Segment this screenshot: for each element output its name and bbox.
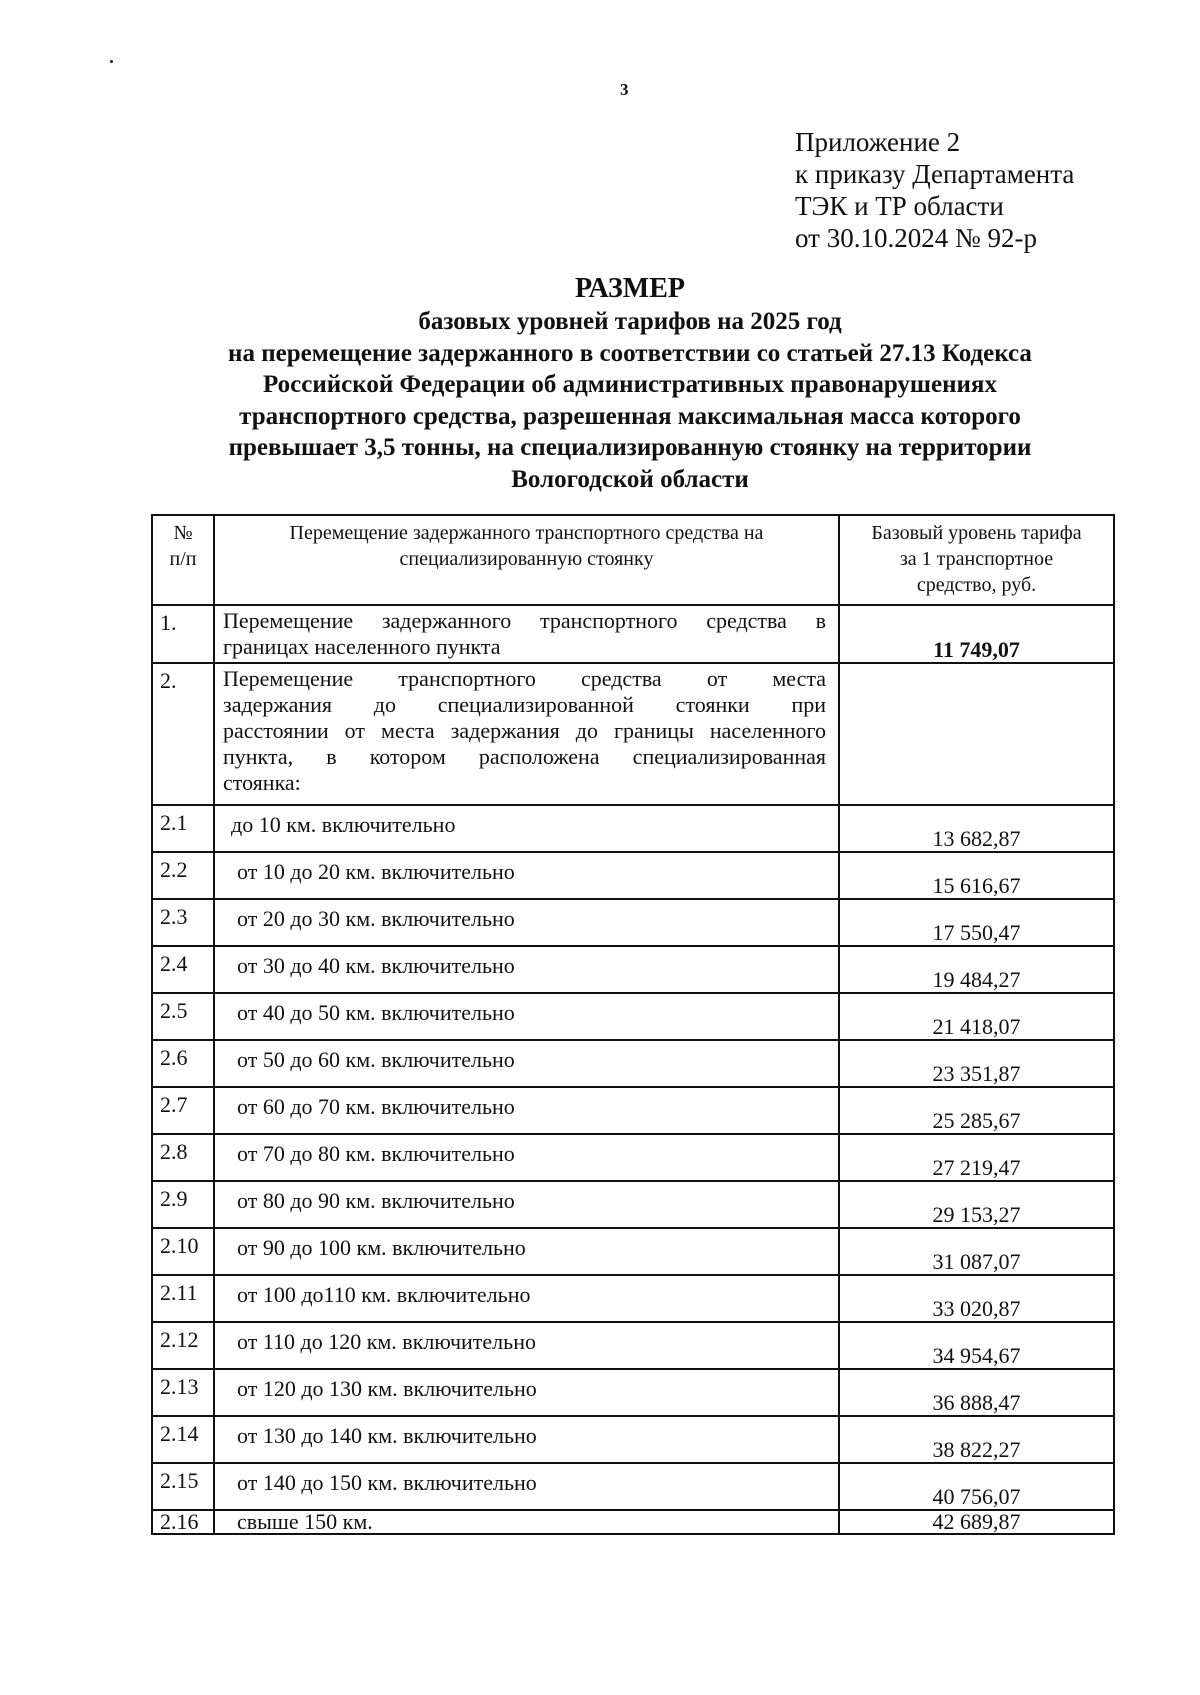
row-value: 38 822,27 <box>932 1437 1021 1462</box>
row-value: 17 550,47 <box>932 920 1021 945</box>
row-description: от 100 до110 км. включительно <box>214 1275 839 1322</box>
table-row <box>152 805 1114 852</box>
table-row <box>152 1322 1114 1369</box>
row-description: свыше 150 км. <box>214 1510 839 1534</box>
row-number: 2.16 <box>152 1510 214 1534</box>
row-number: 2.1 <box>152 805 214 852</box>
table-row <box>152 1275 1114 1322</box>
row-value: 40 756,07 <box>932 1484 1021 1509</box>
document-subtitle <box>150 306 1110 495</box>
row-number: 2.6 <box>152 1040 214 1087</box>
row-number: 2.9 <box>152 1181 214 1228</box>
desc-line: границах населенного пункта <box>223 634 501 659</box>
subtitle-line: превышает 3,5 тонны, на специализированную стоянку на территории <box>228 434 1032 461</box>
row-value-cell <box>839 1463 1114 1510</box>
table-row <box>152 663 1114 805</box>
row-value-cell <box>839 1134 1114 1181</box>
appendix-line: к приказу Департамента <box>795 159 1075 189</box>
row-number: 2.11 <box>152 1275 214 1322</box>
row-value: 25 285,67 <box>932 1108 1021 1133</box>
header-desc-line: Перемещение задержанного транспортного средства на <box>289 522 764 544</box>
row-number: 2.5 <box>152 993 214 1040</box>
table-row <box>152 1228 1114 1275</box>
header-desc-line: специализированную стоянку <box>399 548 654 570</box>
tariff-table <box>151 514 1115 1535</box>
appendix-line: от 30.10.2024 № 92-р <box>795 223 1037 253</box>
row-value-cell <box>839 1040 1114 1087</box>
row-value: 33 020,87 <box>932 1296 1021 1321</box>
header-val-line: за 1 транспортное <box>899 548 1054 570</box>
appendix-line: ТЭК и ТР области <box>795 191 1004 221</box>
subtitle-line: на перемещение задержанного в соответствии со статьей 27.13 Кодекса <box>228 339 1032 367</box>
row-value-cell <box>839 1087 1114 1134</box>
row-value: 36 888,47 <box>932 1390 1021 1415</box>
row-value-cell <box>839 1181 1114 1228</box>
subtitle-line: Российской Федерации об административных правонарушениях <box>263 371 997 398</box>
row-value: 42 689,87 <box>932 1509 1021 1534</box>
header-val-line: Базовый уровень тарифа <box>871 522 1082 544</box>
desc-line: Перемещение транспортного средства от места <box>223 666 826 691</box>
row-value: 19 484,27 <box>932 967 1021 992</box>
row-description: от 120 до 130 км. включительно <box>214 1369 839 1416</box>
row-value: 13 682,87 <box>932 826 1021 851</box>
row-description: до 10 км. включительно <box>214 805 839 852</box>
header-num-cell <box>152 515 214 605</box>
table-row <box>152 1134 1114 1181</box>
document-title: РАЗМЕР <box>574 273 686 304</box>
table-row <box>152 852 1114 899</box>
desc-line: расстоянии от места задержания до границы населенного <box>223 718 826 743</box>
table-row <box>152 1369 1114 1416</box>
subtitle-line: базовых уровней тарифов на 2025 год <box>418 308 842 335</box>
row-value: 29 153,27 <box>932 1202 1021 1227</box>
row-number: 2. <box>152 663 214 805</box>
desc-line: Перемещение задержанного транспортного средства в <box>223 608 826 633</box>
appendix-block <box>795 126 1074 254</box>
table-row <box>152 899 1114 946</box>
row-number: 2.4 <box>152 946 214 993</box>
row-value-cell <box>839 852 1114 899</box>
header-num-line: п/п <box>169 548 197 570</box>
row-description: от 110 до 120 км. включительно <box>214 1322 839 1369</box>
page-number: 3 <box>620 80 629 99</box>
row-description <box>214 663 839 805</box>
row-value-cell <box>839 993 1114 1040</box>
table-row <box>152 946 1114 993</box>
row-description: от 50 до 60 км. включительно <box>214 1040 839 1087</box>
row-value: 15 616,67 <box>932 873 1021 898</box>
row-description: от 20 до 30 км. включительно <box>214 899 839 946</box>
row-value-cell <box>839 605 1114 663</box>
table-row <box>152 993 1114 1040</box>
row-number: 2.14 <box>152 1416 214 1463</box>
row-value: 21 418,07 <box>932 1014 1021 1039</box>
header-val-line: средство, руб. <box>916 574 1037 596</box>
table-row <box>152 1087 1114 1134</box>
table-row <box>152 1040 1114 1087</box>
row-number: 1. <box>152 605 214 663</box>
row-number: 2.13 <box>152 1369 214 1416</box>
scan-speck <box>110 60 113 63</box>
row-value-cell <box>839 805 1114 852</box>
row-description: от 130 до 140 км. включительно <box>214 1416 839 1463</box>
row-value-cell <box>839 1322 1114 1369</box>
appendix-line: Приложение 2 <box>795 127 961 157</box>
row-description: от 70 до 80 км. включительно <box>214 1134 839 1181</box>
row-number: 2.10 <box>152 1228 214 1275</box>
row-description: от 30 до 40 км. включительно <box>214 946 839 993</box>
table-row <box>152 1463 1114 1510</box>
row-description: от 40 до 50 км. включительно <box>214 993 839 1040</box>
row-value-cell <box>839 1510 1114 1534</box>
row-value: 31 087,07 <box>932 1249 1021 1274</box>
row-value-cell <box>839 899 1114 946</box>
row-number: 2.3 <box>152 899 214 946</box>
row-description <box>214 605 839 663</box>
row-description: от 10 до 20 км. включительно <box>214 852 839 899</box>
desc-line: пункта, в котором расположена специализированная <box>223 744 826 769</box>
subtitle-line: транспортного средства, разрешенная максимальная масса которого <box>239 402 1021 430</box>
row-value: 23 351,87 <box>932 1061 1021 1086</box>
row-description: от 140 до 150 км. включительно <box>214 1463 839 1510</box>
subtitle-line: Вологодской области <box>511 465 749 493</box>
row-value: 11 749,07 <box>933 637 1020 662</box>
table-header-row <box>152 515 1114 605</box>
row-number: 2.7 <box>152 1087 214 1134</box>
header-num-line: № <box>173 522 193 544</box>
table-row <box>152 1181 1114 1228</box>
row-number: 2.12 <box>152 1322 214 1369</box>
row-number: 2.2 <box>152 852 214 899</box>
row-value-cell <box>839 1275 1114 1322</box>
row-number: 2.15 <box>152 1463 214 1510</box>
document-heading <box>150 272 1110 495</box>
header-val-cell <box>839 515 1114 605</box>
row-value-cell <box>839 1228 1114 1275</box>
row-value-cell <box>839 663 1114 805</box>
header-desc-cell <box>214 515 839 605</box>
row-value-cell <box>839 1369 1114 1416</box>
row-description: от 80 до 90 км. включительно <box>214 1181 839 1228</box>
row-description: от 90 до 100 км. включительно <box>214 1228 839 1275</box>
row-value-cell <box>839 1416 1114 1463</box>
desc-line: стоянка: <box>223 770 301 795</box>
table-row <box>152 1416 1114 1463</box>
row-value: 27 219,47 <box>932 1155 1021 1180</box>
table-row <box>152 605 1114 663</box>
row-value: 34 954,67 <box>932 1343 1021 1368</box>
row-value-cell <box>839 946 1114 993</box>
row-description: от 60 до 70 км. включительно <box>214 1087 839 1134</box>
row-number: 2.8 <box>152 1134 214 1181</box>
desc-line: задержания до специализированной стоянки при <box>223 692 826 717</box>
table-row <box>152 1510 1114 1534</box>
